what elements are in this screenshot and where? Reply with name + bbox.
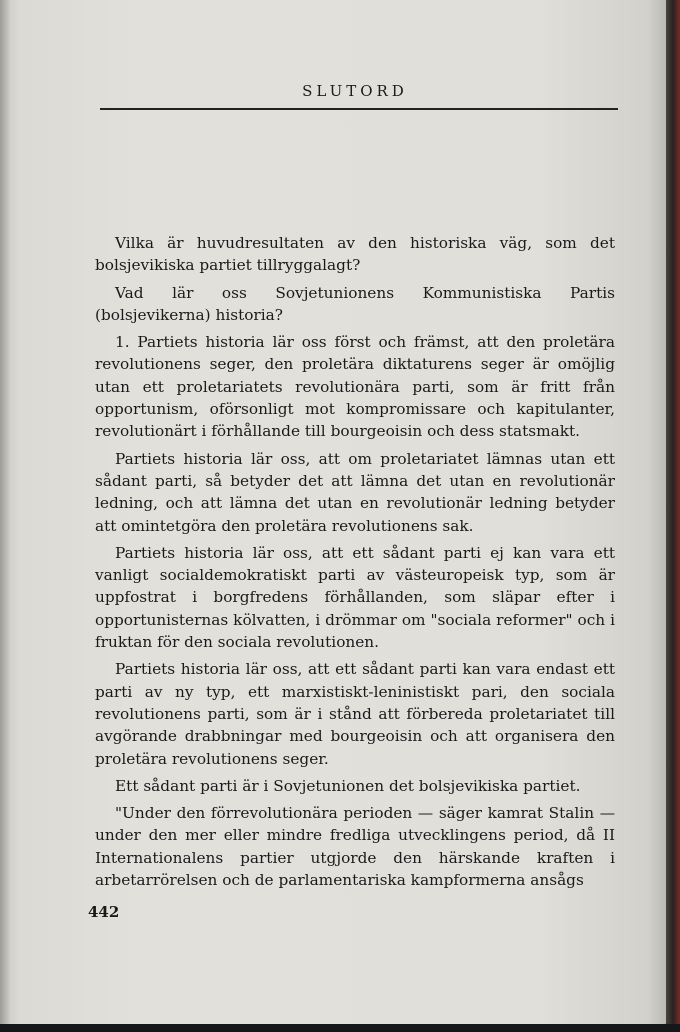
header-rule xyxy=(100,108,618,110)
body-text xyxy=(95,232,615,896)
background-strip xyxy=(0,1024,680,1032)
paragraph-lesson-3: Partiets historia lär oss, att ett sådant parti ej kan vara ett vanligt socialdemokratiskt parti av västeuropeisk typ, som är uppfostrat i borgfredens förhållanden, som släpar efter i opportunisternas kölvatten, i drömmar om "sociala reformer" och i fruktan för den sociala revolutionen. xyxy=(95,543,615,652)
paragraph-lesson-4: Partiets historia lär oss, att ett sådant parti kan vara endast ett parti av ny typ, ett marxistiskt-leninistiskt pari, den sociala revolutionens parti, som är i stånd att förbereda proletariatet till avgörande drabbningar med bourgeoisin och att organisera den proletära revolutionens seger. xyxy=(95,660,615,768)
page-gutter-shadow xyxy=(0,0,10,1025)
paragraph-party-statement: Ett sådant parti är i Sovjetunionen det bolsjevikiska partiet. xyxy=(115,776,581,795)
running-title: SLUTORD xyxy=(302,82,408,100)
page-number: 442 xyxy=(88,903,120,921)
paragraph-question-1: Vilka är huvudresultaten av den historiska väg, som det bolsjevikiska partiet tillryggalagt? xyxy=(95,234,615,275)
paragraph-stalin-quote: "Under den förrevolutionära perioden — säger kamrat Stalin — under den mer eller mindre fredliga utvecklingens period, då II Internationalens partier utgjorde den härskande kraften i arbetarrörelsen och de parlamentariska kampformerna ansågs xyxy=(95,804,615,890)
book-cover-edge xyxy=(666,0,680,1032)
paragraph-point-1: 1. Partiets historia lär oss först och främst, att den proletära revolutionens seger, den proletära diktaturens seger är omöjlig utan ett proletariatets revolutionära parti, som är fritt från opportunism, oförsonligt mot kompromissare och kapitulanter, revolutionärt i förhållande till bourgeoisin och dess statsmakt. xyxy=(95,333,615,441)
page-header xyxy=(100,82,620,110)
paragraph-lesson-2: Partiets historia lär oss, att om proletariatet lämnas utan ett sådant parti, så betyder det att lämna det utan en revolutionär ledning, och att lämna det utan en revolutionär ledning betyder att omintetgöra den proletära revolutionens sak. xyxy=(95,449,615,535)
paragraph-question-2: Vad lär oss Sovjetunionens Kommunistiska Partis (bolsjevikerna) historia? xyxy=(95,283,615,324)
